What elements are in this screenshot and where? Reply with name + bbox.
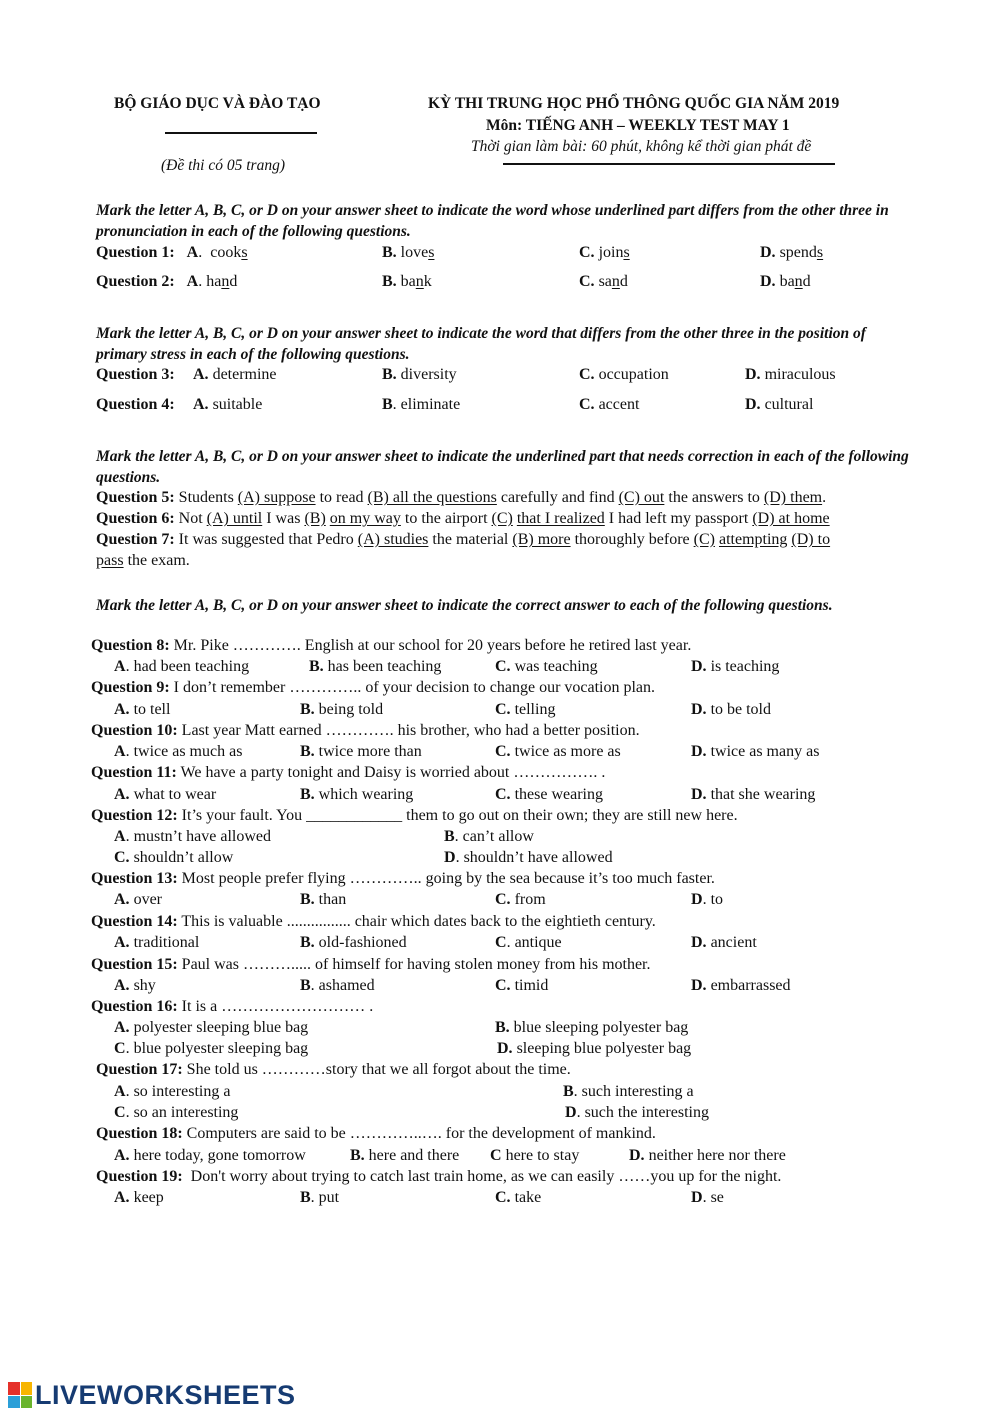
question-1: Question 1: A. cooks (96, 244, 248, 261)
instruction-stress: Mark the letter A, B, C, or D on your answer sheet to indicate the word that differs from the other three in the position of primary stress in each of the following questions. (96, 325, 866, 363)
q1-option-b[interactable]: B. loves (382, 244, 435, 261)
question-19: Question 19: Don't worry about trying to catch last train home, as we can easily ……you up for the night. (96, 1168, 782, 1185)
q4-option-c[interactable]: C. accent (579, 396, 640, 413)
pages-note: (Đề thi có 05 trang) (161, 157, 285, 174)
header-divider-left (165, 132, 317, 134)
q11-option-c[interactable]: C. these wearing (495, 786, 603, 803)
q1-option-c[interactable]: C. joins (579, 244, 630, 261)
q19-option-d[interactable]: D. se (691, 1189, 724, 1206)
q8-option-d[interactable]: D. is teaching (691, 658, 780, 675)
q13-option-c[interactable]: C. from (495, 891, 546, 908)
q17-option-b[interactable]: B. such interesting a (563, 1083, 694, 1100)
q16-option-d[interactable]: D. sleeping blue polyester bag (497, 1040, 692, 1057)
q4-option-a[interactable]: A. suitable (193, 396, 263, 413)
q13-option-d[interactable]: D. to (691, 891, 724, 908)
q9-option-c[interactable]: C. telling (495, 701, 556, 718)
q2-option-b[interactable]: B. bank (382, 273, 432, 290)
q2-option-d[interactable]: D. band (760, 273, 811, 290)
question-label: Question 1: (96, 244, 175, 261)
q14-option-a[interactable]: A. traditional (114, 934, 200, 951)
instruction-correction: Mark the letter A, B, C, or D on your answer sheet to indicate the underlined part that needs correction in each of the following questions. (96, 448, 909, 486)
question-6: Question 6: Not (A) until I was (B) on my way to the airport (C) that I realized I had left my passport (D) at home (96, 510, 830, 527)
q11-option-b[interactable]: B. which wearing (300, 786, 414, 803)
q7-part-a[interactable]: (A) studies (357, 531, 429, 548)
question-15: Question 15: Paul was ………..... of himself for having stolen money from his mother. (91, 956, 651, 973)
question-3: Question 3: (96, 366, 175, 383)
question-9: Question 9: I don’t remember ………….. of your decision to change our vocation plan. (91, 679, 656, 696)
ministry-name: BỘ GIÁO DỤC VÀ ĐÀO TẠO (114, 95, 321, 112)
instruction-pronunciation: Mark the letter A, B, C, or D on your answer sheet to indicate the word whose underlined part differs from the other three in pronunciation in each of the following questions. (96, 202, 889, 240)
q13-option-b[interactable]: B. than (300, 891, 347, 908)
q12-option-a[interactable]: A. mustn’t have allowed (114, 828, 272, 845)
q16-option-b[interactable]: B. blue sleeping polyester bag (495, 1019, 689, 1036)
question-5: Question 5: Students (A) suppose to read (B) all the questions carefully and find (C) out the answers to (D) them. (96, 489, 827, 506)
q7-part-d[interactable]: (D) to (791, 531, 831, 548)
q17-option-c[interactable]: C. so an interesting (114, 1104, 239, 1121)
q18-option-c[interactable]: C here to stay (490, 1147, 580, 1164)
logo-grid-icon (8, 1382, 32, 1408)
q5-part-a[interactable]: (A) suppose (237, 489, 316, 506)
question-13: Question 13: Most people prefer flying ………….. going by the sea because it’s too much faster. (91, 870, 715, 887)
q17-option-a[interactable]: A. so interesting a (114, 1083, 231, 1100)
time-note: Thời gian làm bài: 60 phút, không kể thời gian phát đề (471, 138, 812, 155)
question-17: Question 17: She told us …………story that we all forgot about the time. (96, 1061, 571, 1078)
q10-option-d[interactable]: D. twice as many as (691, 743, 820, 760)
subject-line: Môn: TIẾNG ANH – WEEKLY TEST MAY 1 (486, 117, 790, 134)
q7-part-b[interactable]: (B) more (512, 531, 571, 548)
question-11: Question 11: We have a party tonight and Daisy is worried about ……………. . (91, 764, 606, 781)
q7-part-d-cont[interactable]: pass (96, 552, 124, 569)
q4-option-b[interactable]: B. eliminate (382, 396, 461, 413)
q3-option-a[interactable]: A. determine (193, 366, 277, 383)
q6-part-b-label[interactable]: (B) (304, 510, 326, 527)
q11-option-a[interactable]: A. what to wear (114, 786, 217, 803)
question-8: Question 8: Mr. Pike …………. English at our school for 20 years before he retired last year. (91, 637, 692, 654)
q14-option-d[interactable]: D. ancient (691, 934, 757, 951)
q6-part-c[interactable]: that I realized (516, 510, 605, 527)
question-7-continued: pass the exam. (96, 552, 190, 569)
header-divider-right (503, 163, 835, 165)
q2-option-a[interactable]: hand (206, 273, 238, 290)
logo-text: LIVEWORKSHEETS (35, 1379, 296, 1410)
q1-option-d[interactable]: D. spends (760, 244, 824, 261)
q10-option-a[interactable]: A. twice as much as (114, 743, 243, 760)
q11-option-d[interactable]: D. that she wearing (691, 786, 816, 803)
q15-option-b[interactable]: B. ashamed (300, 977, 375, 994)
q18-option-a[interactable]: A. here today, gone tomorrow (114, 1147, 306, 1164)
q12-option-c[interactable]: C. shouldn’t allow (114, 849, 234, 866)
q19-option-a[interactable]: A. keep (114, 1189, 164, 1206)
q2-option-c[interactable]: C. sand (579, 273, 628, 290)
q14-option-b[interactable]: B. old-fashioned (300, 934, 407, 951)
question-18: Question 18: Computers are said to be …………..…. for the development of mankind. (96, 1125, 656, 1142)
q1-option-a[interactable]: cooks (210, 244, 248, 261)
q16-option-a[interactable]: A. polyester sleeping blue bag (114, 1019, 309, 1036)
q18-option-b[interactable]: B. here and there (350, 1147, 460, 1164)
q8-option-a[interactable]: A. had been teaching (114, 658, 250, 675)
q6-part-b[interactable]: on my way (329, 510, 401, 527)
q5-part-d[interactable]: (D) them (763, 489, 823, 506)
liveworksheets-logo[interactable] (8, 1380, 296, 1410)
q12-option-d[interactable]: D. shouldn’t have allowed (444, 849, 613, 866)
q15-option-d[interactable]: D. embarrassed (691, 977, 791, 994)
q18-option-d[interactable]: D. neither here nor there (629, 1147, 786, 1164)
q12-option-b[interactable]: B. can’t allow (444, 828, 534, 845)
question-7: Question 7: It was suggested that Pedro (A) studies the material (B) more thoroughly before (C) attempting (D) to (96, 531, 831, 548)
q5-part-b[interactable]: (B) all the questions (367, 489, 497, 506)
question-4: Question 4: (96, 396, 175, 413)
q7-part-c[interactable]: attempting (718, 531, 788, 548)
q13-option-a[interactable]: A. over (114, 891, 162, 908)
q9-option-a[interactable]: A. to tell (114, 701, 171, 718)
q19-option-c[interactable]: C. take (495, 1189, 542, 1206)
q15-option-c[interactable]: C. timid (495, 977, 549, 994)
question-2: Question 2: A. hand (96, 273, 238, 290)
q19-option-b[interactable]: B. put (300, 1189, 340, 1206)
q6-part-a[interactable]: (A) until (206, 510, 263, 527)
q4-option-d[interactable]: D. cultural (745, 396, 814, 413)
q3-option-b[interactable]: B. diversity (382, 366, 457, 383)
exam-title: KỲ THI TRUNG HỌC PHỔ THÔNG QUỐC GIA NĂM 2019 (428, 95, 840, 112)
question-10: Question 10: Last year Matt earned …………. his brother, who had a better position. (91, 722, 640, 739)
q8-option-c[interactable]: C. was teaching (495, 658, 598, 675)
q7-part-c-label[interactable]: (C) (693, 531, 715, 548)
q16-option-c[interactable]: C. blue polyester sleeping bag (114, 1040, 309, 1057)
q3-option-c[interactable]: C. occupation (579, 366, 669, 383)
question-14: Question 14: This is valuable ................ chair which dates back to the eightieth century. (91, 913, 656, 930)
q14-option-c[interactable]: C. antique (495, 934, 562, 951)
q6-part-c-label[interactable]: (C) (491, 510, 513, 527)
q17-option-d[interactable]: D. such the interesting (565, 1104, 709, 1121)
q8-option-b[interactable]: B. has been teaching (309, 658, 442, 675)
question-12: Question 12: It’s your fault. You ____________ them to go out on their own; they are still new here. (91, 807, 738, 824)
question-16: Question 16: It is a ……………………… . (91, 998, 374, 1015)
q9-option-d[interactable]: D. to be told (691, 701, 771, 718)
question-label: Question 2: (96, 273, 175, 290)
q10-option-c[interactable]: C. twice as more as (495, 743, 621, 760)
instruction-correct-answer: Mark the letter A, B, C, or D on your answer sheet to indicate the correct answer to each of the following questions. (96, 597, 833, 614)
q10-option-b[interactable]: B. twice more than (300, 743, 422, 760)
q6-part-d[interactable]: (D) at home (752, 510, 830, 527)
q15-option-a[interactable]: A. shy (114, 977, 156, 994)
q5-part-c[interactable]: (C) out (618, 489, 665, 506)
q9-option-b[interactable]: B. being told (300, 701, 384, 718)
q3-option-d[interactable]: D. miraculous (745, 366, 836, 383)
